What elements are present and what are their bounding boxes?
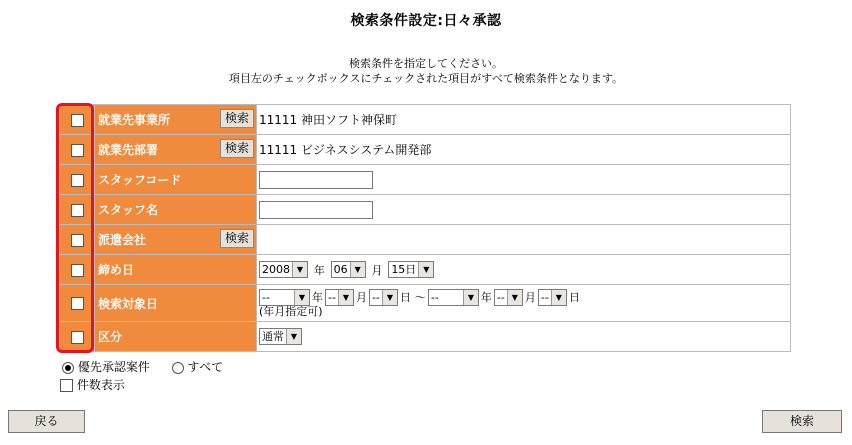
chevron-down-icon: ▼ — [294, 290, 309, 305]
closing-date-checkbox[interactable] — [71, 264, 84, 277]
workplace-label: 就業先事業所 — [98, 113, 171, 127]
count-display-checkbox[interactable] — [60, 379, 73, 392]
all-radio-label: すべて — [187, 360, 224, 374]
department-checkbox[interactable] — [71, 144, 84, 157]
search-form-table — [59, 104, 791, 352]
staff-name-label: スタッフ名 — [98, 203, 159, 217]
display-options — [62, 358, 223, 394]
target-date-note: (年月指定可) — [259, 304, 323, 318]
chevron-down-icon: ▼ — [418, 262, 433, 277]
chevron-down-icon: ▼ — [382, 290, 397, 305]
range-separator: ～ — [414, 291, 426, 304]
chevron-down-icon: ▼ — [292, 262, 307, 277]
chevron-down-icon: ▼ — [286, 329, 301, 344]
closing-date-label: 締め日 — [98, 263, 135, 277]
staff-name-input[interactable] — [259, 201, 373, 219]
back-button[interactable]: 戻る — [8, 410, 85, 433]
chevron-down-icon: ▼ — [338, 290, 353, 305]
instruction-line-2: 項目左のチェックボックスにチェックされた項目がすべて検索条件となります。 — [228, 72, 624, 85]
chevron-down-icon: ▼ — [507, 290, 522, 305]
dispatch-company-value — [257, 225, 791, 255]
row-workplace — [60, 105, 791, 135]
priority-radio[interactable] — [62, 362, 74, 374]
chevron-down-icon: ▼ — [551, 290, 566, 305]
row-department — [60, 135, 791, 165]
instruction-line-1: 検索条件を指定してください。 — [349, 57, 503, 70]
workplace-search-button[interactable]: 検索 — [220, 109, 254, 128]
target-date-checkbox[interactable] — [71, 297, 84, 310]
closing-month-select[interactable]: 06 ▼ — [331, 261, 366, 278]
workplace-checkbox[interactable] — [71, 114, 84, 127]
all-radio[interactable] — [172, 362, 184, 374]
staff-code-checkbox[interactable] — [71, 174, 84, 187]
row-staff-name — [60, 195, 791, 225]
workplace-value: 11111 神田ソフト神保町 — [257, 105, 791, 135]
dispatch-company-search-button[interactable]: 検索 — [220, 229, 254, 248]
to-year-select[interactable]: -- ▼ — [428, 289, 479, 306]
row-staff-code — [60, 165, 791, 195]
search-button[interactable]: 検索 — [762, 410, 842, 433]
department-label: 就業先部署 — [98, 143, 159, 157]
dispatch-company-label: 派遣会社 — [98, 233, 147, 247]
count-display-row — [62, 376, 223, 394]
to-month-select[interactable]: -- ▼ — [494, 289, 523, 306]
staff-code-input[interactable] — [259, 171, 373, 189]
count-display-label: 件数表示 — [76, 378, 125, 392]
to-day-select[interactable]: -- ▼ — [538, 289, 567, 306]
target-date-label: 検索対象日 — [98, 296, 159, 311]
category-select[interactable]: 通常 ▼ — [259, 328, 302, 345]
category-label: 区分 — [98, 330, 123, 344]
priority-radio-label: 優先承認案件 — [77, 360, 150, 374]
chevron-down-icon: ▼ — [463, 290, 478, 305]
row-closing-date: 締め日 2008 ▼ 年 06 ▼ 月 15日 ▼ — [60, 255, 791, 285]
from-day-select[interactable]: -- ▼ — [369, 289, 398, 306]
approval-filter-row — [62, 358, 223, 376]
row-dispatch-company — [60, 225, 791, 255]
department-search-button[interactable]: 検索 — [220, 139, 254, 158]
category-checkbox[interactable] — [71, 331, 84, 344]
chevron-down-icon: ▼ — [350, 262, 365, 277]
closing-year-select[interactable]: 2008 ▼ — [259, 261, 308, 278]
instructions — [0, 56, 852, 86]
closing-day-select[interactable]: 15日 ▼ — [388, 261, 434, 278]
from-month-select[interactable]: -- ▼ — [325, 289, 354, 306]
row-target-date: 検索対象日 -- ▼ 年 -- ▼ 月 -- ▼ 日 ～ -- ▼ 年 -- ▼ 月 -- ▼ 日 (年月指定可) — [60, 285, 791, 322]
department-value: 11111 ビジネスシステム開発部 — [257, 135, 791, 165]
staff-code-label: スタッフコード — [98, 173, 182, 187]
page-title: 検索条件設定:日々承認 — [350, 13, 502, 29]
row-category — [60, 322, 791, 352]
dispatch-company-checkbox[interactable] — [71, 234, 84, 247]
staff-name-checkbox[interactable] — [71, 204, 84, 217]
from-year-select[interactable]: -- ▼ — [259, 289, 310, 306]
